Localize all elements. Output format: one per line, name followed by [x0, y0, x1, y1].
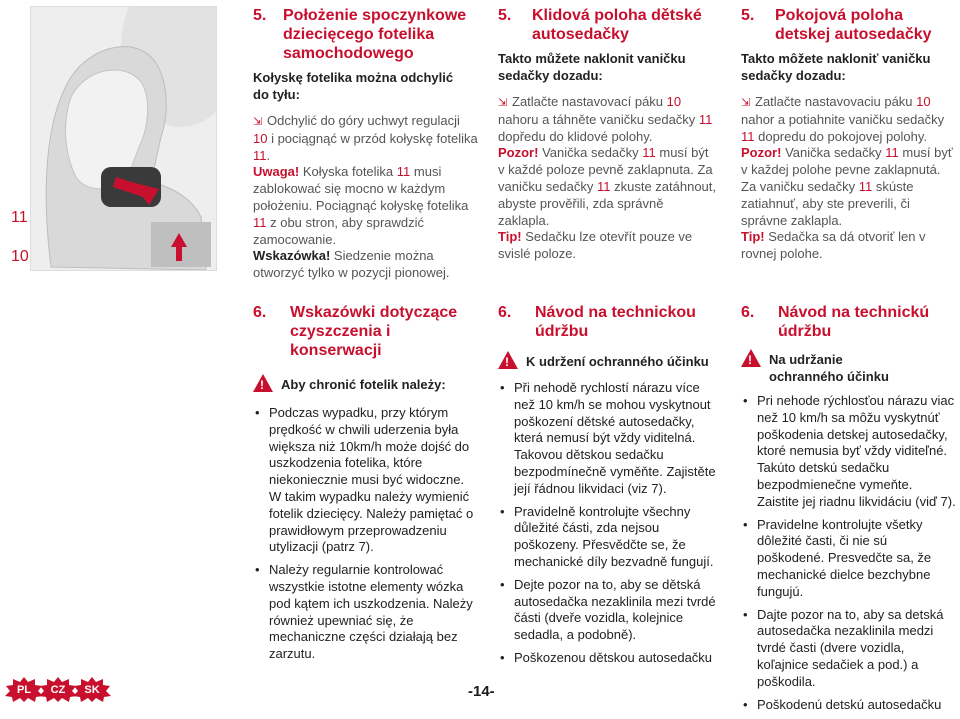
list-item: • Pravidelne kontrolujte všetky dôležité časti, či nie sú poškodené. Presvedčte sa, že mechanické dielce bezchybne fungujú. — [741, 517, 957, 601]
list-item: • Pri nehode rýchlosťou nárazu viac než 10 km/h sa môžu vyskytnúť poškodenia detskej autosedačky, ktoré nemusia byť vždy viditeľné. Takúto detskú sedačku bezpodmienečne vymeňte. Zaistite jej riadnu likvidáciu (viď 7). — [741, 393, 957, 511]
section-number: 6. — [741, 304, 755, 321]
car-seat-illustration — [31, 7, 216, 270]
warning-text: Aby chronić fotelik należy: — [281, 377, 446, 392]
sk-bullets — [741, 393, 957, 713]
burst-shape-icon — [72, 676, 112, 702]
warning-icon: ! — [741, 349, 761, 367]
step-arrow-icon: ⇲ — [741, 97, 751, 109]
section-title: Pokojová poloha detskej autosedačky — [775, 7, 932, 43]
page-number: -14- — [468, 683, 495, 700]
cz-section-6-heading — [498, 303, 720, 341]
pl-section-5-heading — [253, 6, 478, 63]
step-arrow-icon: ⇲ — [253, 116, 263, 128]
section-number: 6. — [498, 304, 512, 321]
sk-section-6 — [741, 303, 957, 719]
list-item: • Należy regularnie kontrolować wszystkie istotne elementy wózka pod kątem ich uszkodzenia. Należy również upewniać się, że mechaniczne części działają bez zarzutu. — [253, 562, 478, 663]
section-title: Położenie spoczynkowe dziecięcego fotelika samochodowego — [283, 7, 467, 62]
cz-bullets — [498, 380, 720, 667]
sk-intro: Takto môžete nakloniť vaničku sedačky dozadu: — [741, 51, 931, 83]
lang-label: CZ — [50, 684, 66, 696]
section-number: 6. — [253, 304, 267, 321]
list-item: • Poškodenú detskú autosedačku — [741, 697, 957, 714]
warning-text: Na udržanie ochranného účinku — [769, 352, 889, 384]
section-title: Návod na technickou údržbu — [535, 304, 696, 340]
pl-intro: Kołyskę fotelika można odchylić do tyłu: — [253, 70, 454, 102]
sk-step-text: ⇲ Zatlačte nastavovaciu páku 10 nahor a potiahnite vaničku sedačky 11 dopredu do pokojovej polohy. Pozor! Vanička sedačky 11 musí byť v každej polohe pevne zaklapnutá. Za vaničku sedačky 11 skúste zatiahnuť, aby ste preverili, či správne zaklapla. Tip! Sedačka sa dá otvoriť len v rovnej polohe. — [741, 94, 953, 262]
section-number: 5. — [253, 7, 267, 24]
cz-warning — [498, 351, 720, 370]
cz-section-5-heading — [498, 6, 718, 44]
pl-section-5 — [253, 6, 478, 282]
list-item: • Dejte pozor na to, aby se dětská autosedačka nezaklinila mezi tvrdé části (dveře vozidla, kolejnice sedadla, a podobně). — [498, 577, 720, 644]
section-number: 5. — [498, 7, 512, 24]
lang-label: SK — [84, 684, 100, 696]
cz-section-6 — [498, 303, 720, 673]
section-title: Návod na technickú údržbu — [778, 304, 930, 340]
section-title: Wskazówki dotyczące czyszczenia i konserwacji — [290, 304, 458, 359]
list-item: • Podczas wypadku, przy którym prędkość w chwili uderzenia była większa niż 10km/h może dojść do uszkodzenia fotelika, które niekoniecznie musi być widoczne. W takim wypadku należy wymienić fotelik dziecięcy. Należy pamiętać o prawidłowym przeprowadzeniu utylizacji (patrz 7). — [253, 405, 478, 556]
car-seat-photo — [30, 6, 217, 271]
cz-section-5 — [498, 6, 718, 263]
list-item: • Pravidelně kontrolujte všechny důležité části, zda nejsou poškozeny. Přesvědčte se, že mechanické díly bezvadně fungují. — [498, 504, 720, 571]
warning-icon: ! — [253, 374, 273, 392]
step-arrow-icon: ⇲ — [498, 97, 508, 109]
section-title: Klidová poloha dětské autosedačky — [532, 7, 702, 43]
pl-section-6 — [253, 303, 478, 669]
sk-section-5 — [741, 6, 956, 263]
pl-step-text: ⇲ Odchylić do góry uchwyt regulacji 10 i pociągnąć w przód kołyskę fotelika 11. Uwaga! Kołyska fotelika 11 musi zablokować się mocno w każdym położeniu. Pociągnąć kołyskę fotelika 11 z obu stron, aby sprawdzić zamocowanie. Wskazówka! Siedzenie można otworzyć tylko w pozycji pionowej. — [253, 113, 478, 281]
warning-icon: ! — [498, 351, 518, 369]
callout-10: 10 — [11, 248, 29, 265]
pl-bullets — [253, 405, 478, 663]
warning-text: K udržení ochranného účinku — [526, 354, 709, 369]
cz-step-text: ⇲ Zatlačte nastavovací páku 10 nahoru a táhněte vaničku sedačky 11 dopředu do klidové polohy. Pozor! Vanička sedačky 11 musí být v každé poloze pevně zaklapnuta. Za vaničku sedačky 11 zkuste zatáhnout, abyste prověřili, zda správně zaklapla. Tip! Sedačku lze otevřít pouze ve svislé poloze. — [498, 94, 717, 262]
pl-warning — [253, 374, 478, 393]
sk-warning — [741, 349, 957, 385]
lang-badge-sk — [72, 676, 112, 702]
lang-label: PL — [16, 684, 32, 696]
section-number: 5. — [741, 7, 755, 24]
sk-section-6-heading — [741, 303, 957, 341]
list-item: • Poškozenou dětskou autosedačku — [498, 650, 720, 667]
cz-intro: Takto můžete naklonit vaničku sedačky dozadu: — [498, 51, 686, 83]
list-item: • Dajte pozor na to, aby sa detská autosedačka nezaklinila medzi tvrdé časti (dvere vozidla, koľajnice sedačiek a pod.) a poškodila. — [741, 607, 957, 691]
list-item: • Při nehodě rychlostí nárazu více než 10 km/h se mohou vyskytnout poškození dětské autosedačky, která nemusí být vždy viditelná. Takovou dětskou sedačku bezpodmínečně vyměňte. Zajistěte její řádnou likvidaci (viz 7). — [498, 380, 720, 498]
callout-11: 11 — [11, 209, 28, 226]
pl-section-6-heading — [253, 303, 478, 360]
sk-section-5-heading — [741, 6, 956, 44]
